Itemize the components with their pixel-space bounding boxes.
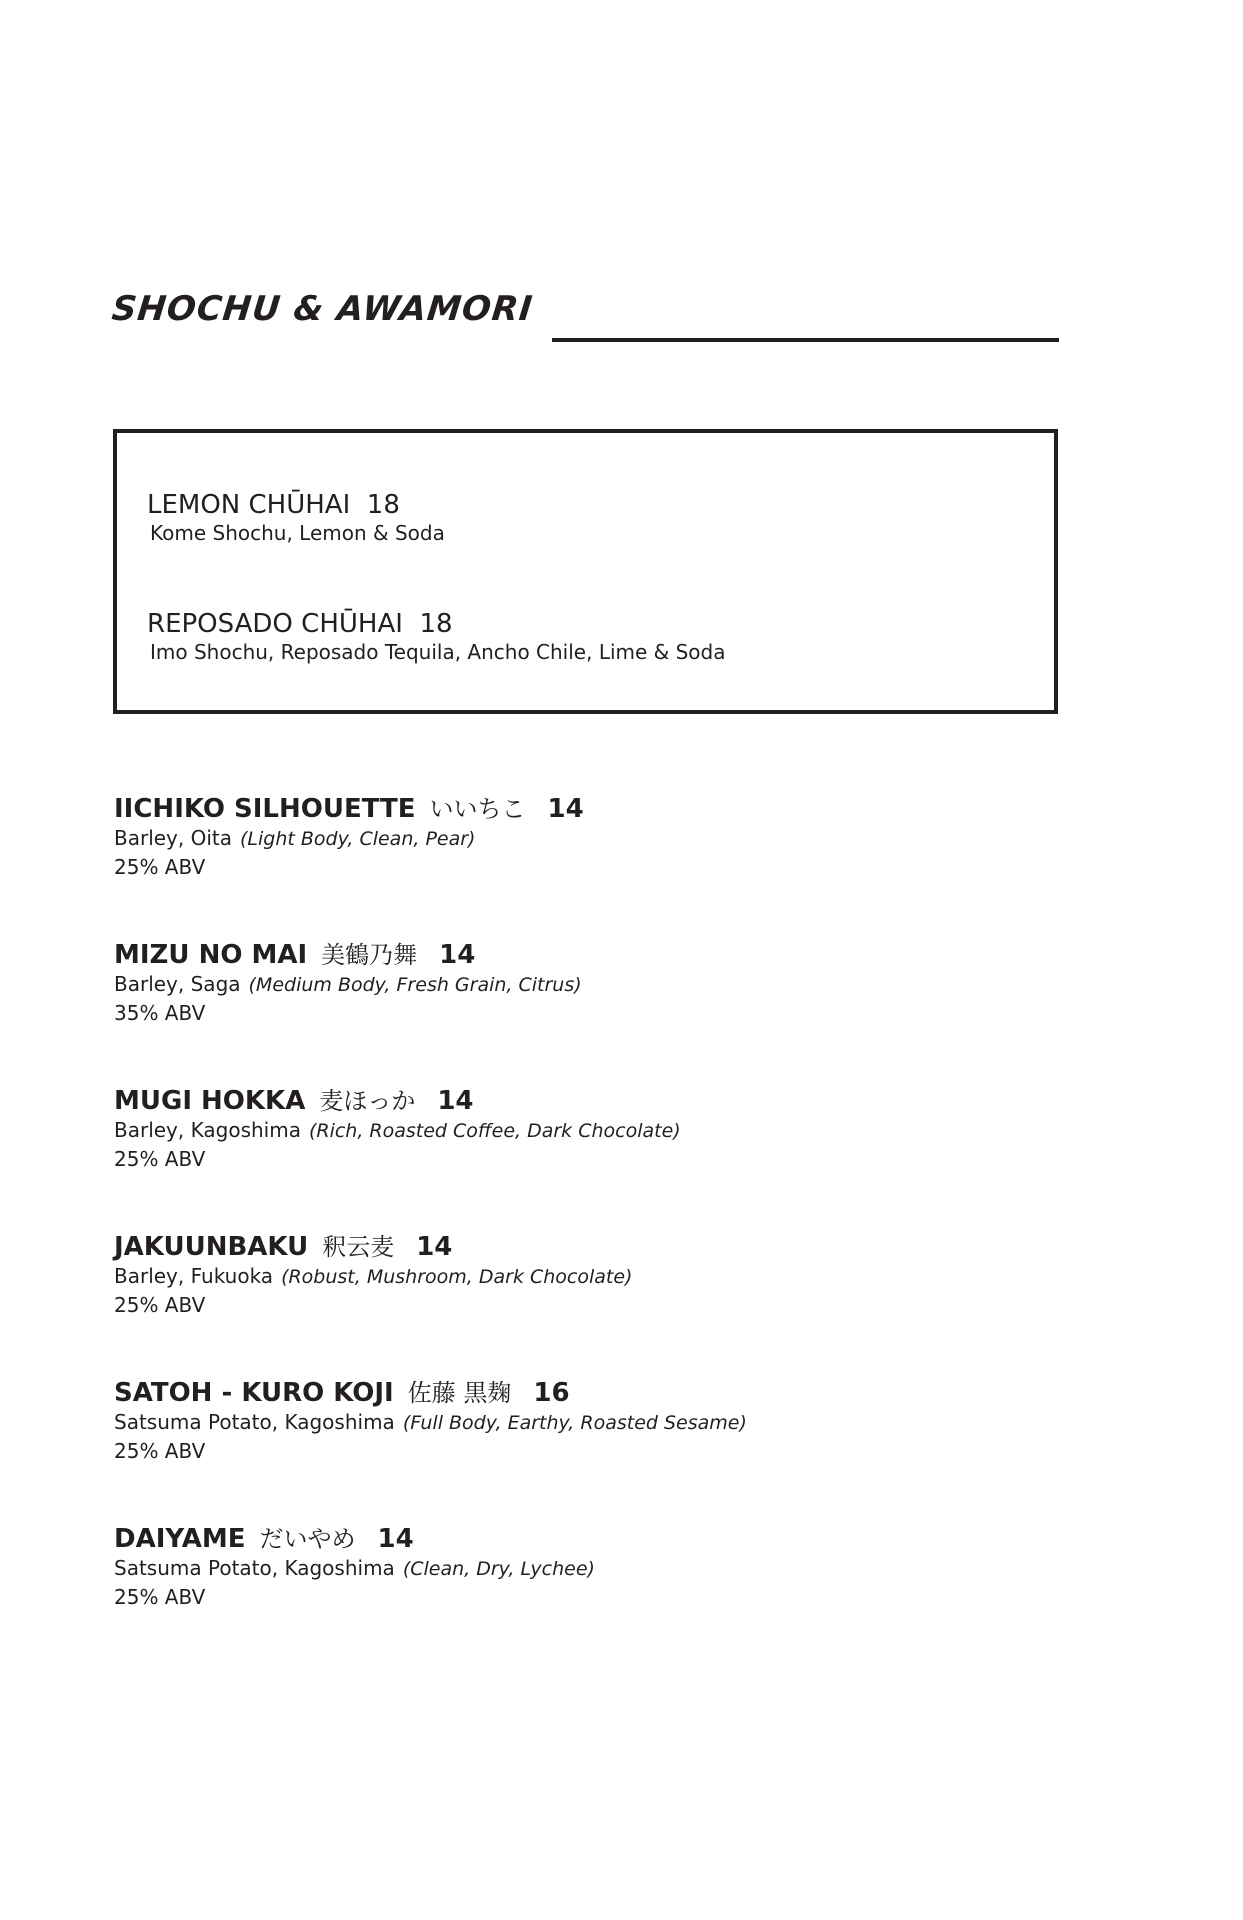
menu-item-tasting-notes: (Light Body, Clean, Pear) bbox=[240, 828, 476, 850]
menu-item-abv: 35% ABV bbox=[114, 1001, 206, 1025]
menu-item-japanese-name: 麦ほっか bbox=[319, 1087, 416, 1115]
menu-item-origin: Barley, Fukuoka bbox=[114, 1264, 274, 1288]
menu-item-price: 14 bbox=[547, 794, 584, 824]
menu-item-abv: 25% ABV bbox=[114, 1585, 206, 1609]
menu-item-abv: 25% ABV bbox=[114, 1439, 206, 1463]
featured-item bbox=[147, 609, 726, 665]
featured-cocktails-box bbox=[113, 429, 1058, 714]
title-underline-rule bbox=[552, 338, 1059, 342]
featured-item-name: LEMON CHŪHAI bbox=[147, 490, 351, 520]
section-title: SHOCHU & AWAMORI bbox=[109, 289, 535, 329]
menu-item-tasting-notes: (Rich, Roasted Coffee, Dark Chocolate) bbox=[308, 1120, 681, 1142]
menu-item-origin: Satsuma Potato, Kagoshima bbox=[114, 1410, 395, 1434]
menu-item-abv: 25% ABV bbox=[114, 855, 206, 879]
menu-item-name: JAKUUNBAKU bbox=[114, 1232, 309, 1262]
menu-item-japanese-name: 釈云麦 bbox=[322, 1233, 395, 1261]
menu-item-price: 14 bbox=[439, 940, 476, 970]
menu-item-japanese-name: いいちこ bbox=[429, 795, 526, 823]
featured-item bbox=[147, 490, 445, 546]
menu-item-japanese-name: 美鶴乃舞 bbox=[321, 941, 418, 969]
menu-item-origin: Barley, Saga bbox=[114, 972, 241, 996]
menu-item bbox=[114, 940, 582, 1027]
menu-item-price: 14 bbox=[416, 1232, 453, 1262]
menu-item bbox=[114, 1524, 595, 1611]
featured-item-description: Imo Shochu, Reposado Tequila, Ancho Chile, Lime & Soda bbox=[150, 640, 726, 664]
menu-item bbox=[114, 1232, 632, 1319]
menu-item-name: MUGI HOKKA bbox=[114, 1086, 306, 1116]
menu-item bbox=[114, 794, 584, 881]
featured-item-price: 18 bbox=[366, 490, 400, 520]
menu-item-price: 14 bbox=[437, 1086, 474, 1116]
menu-item-name: DAIYAME bbox=[114, 1524, 246, 1554]
menu-item-tasting-notes: (Medium Body, Fresh Grain, Citrus) bbox=[248, 974, 582, 996]
menu-item-price: 14 bbox=[377, 1524, 414, 1554]
menu-item-tasting-notes: (Robust, Mushroom, Dark Chocolate) bbox=[281, 1266, 633, 1288]
menu-item-name: IICHIKO SILHOUETTE bbox=[114, 794, 416, 824]
menu-item bbox=[114, 1378, 747, 1465]
menu-item-japanese-name: だいやめ bbox=[259, 1525, 356, 1553]
menu-item-tasting-notes: (Full Body, Earthy, Roasted Sesame) bbox=[402, 1412, 747, 1434]
menu-item-name: SATOH - KURO KOJI bbox=[114, 1378, 394, 1408]
menu-item-origin: Satsuma Potato, Kagoshima bbox=[114, 1556, 395, 1580]
menu-item-tasting-notes: (Clean, Dry, Lychee) bbox=[402, 1558, 595, 1580]
menu-item-origin: Barley, Oita bbox=[114, 826, 233, 850]
menu-item bbox=[114, 1086, 681, 1173]
menu-item-price: 16 bbox=[533, 1378, 570, 1408]
featured-item-name: REPOSADO CHŪHAI bbox=[147, 609, 403, 639]
menu-item-japanese-name: 佐藤 黒麹 bbox=[407, 1379, 512, 1407]
featured-item-price: 18 bbox=[419, 609, 453, 639]
menu-item-abv: 25% ABV bbox=[114, 1147, 206, 1171]
featured-item-description: Kome Shochu, Lemon & Soda bbox=[150, 521, 445, 545]
menu-item-abv: 25% ABV bbox=[114, 1293, 206, 1317]
menu-item-name: MIZU NO MAI bbox=[114, 940, 308, 970]
menu-item-origin: Barley, Kagoshima bbox=[114, 1118, 301, 1142]
